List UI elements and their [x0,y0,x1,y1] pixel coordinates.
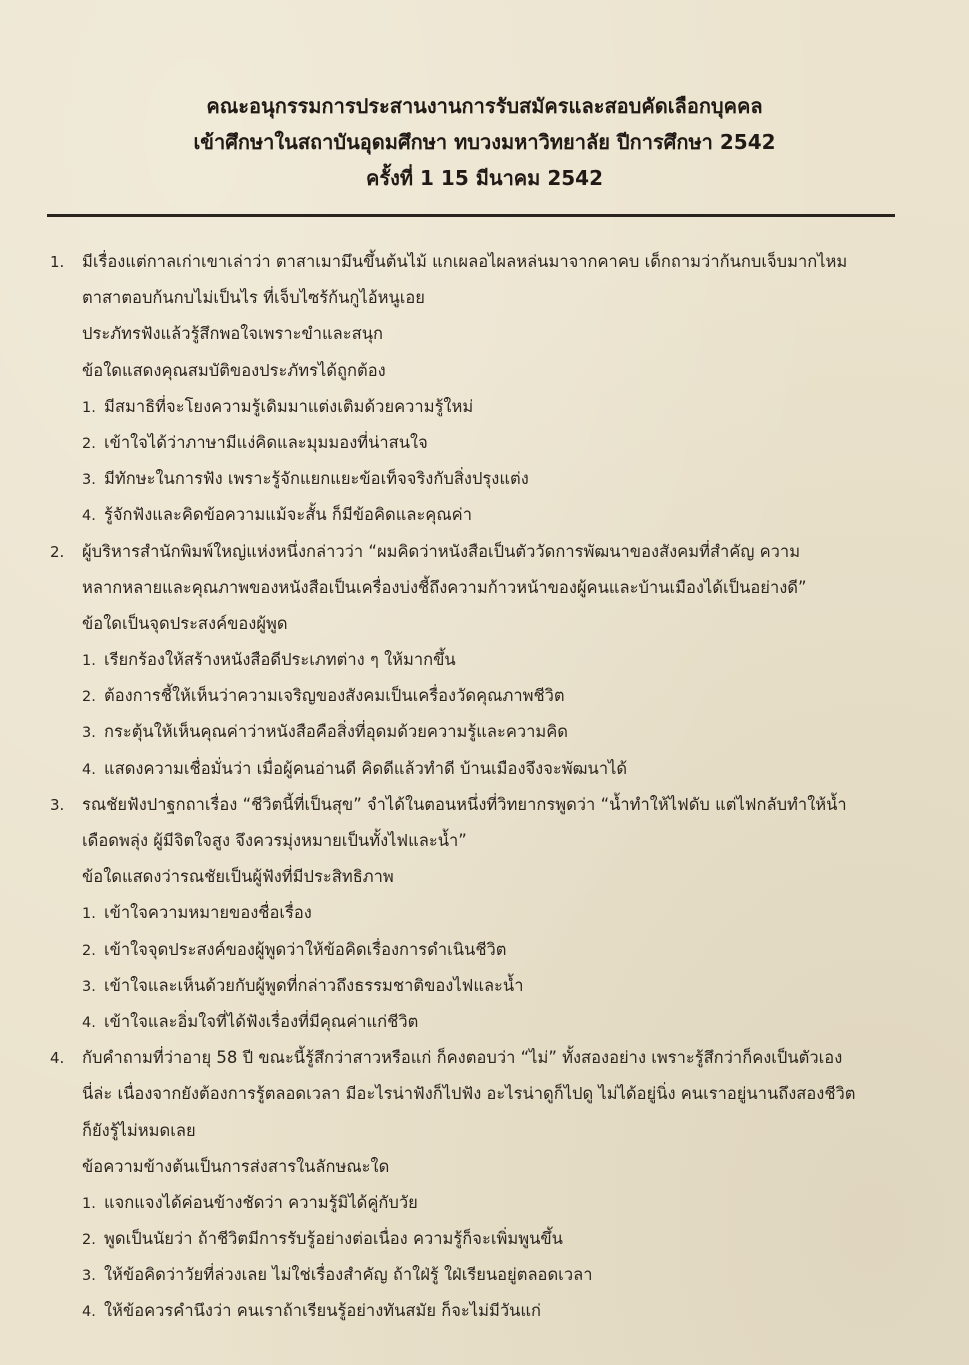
header-date-line: ครั้งที่ 1 15 มีนาคม 2542 [366,166,603,190]
option-text: เข้าใจความหมายของชื่อเรื่อง [104,903,312,923]
question-stem [82,787,910,896]
answer-option [82,425,910,461]
question-text-line: ข้อใดเป็นจุดประสงค์ของผู้พูด [82,613,288,633]
answer-option [82,751,910,787]
option-text: แจกแจงได้ค่อนข้างชัดว่า ความรู้มิได้คู่กับวัย [104,1192,418,1212]
answer-option [82,1185,910,1221]
option-text: เข้าใจได้ว่าภาษามีแง่คิดและมุมมองที่น่าสนใจ [104,432,428,452]
answer-option [82,389,910,425]
option-number: 4. [82,508,96,525]
question-number: 3. [50,795,65,814]
answer-option [82,968,910,1004]
answer-option [82,714,910,750]
option-text: มีสมาธิที่จะโยงความรู้เดิมมาแต่งเติมด้วยความรู้ใหม่ [104,396,474,416]
option-number: 2. [82,942,96,959]
option-text: มีทักษะในการฟัง เพราะรู้จักแยกแยะข้อเท็จจริงกับสิ่งปรุงแต่ง [104,469,529,489]
question-text-line: ข้อใดแสดงว่ารณชัยเป็นผู้ฟังที่มีประสิทธิภาพ [82,867,394,887]
answer-option [82,678,910,714]
question-3 [50,787,910,1040]
question-number: 2. [50,542,65,561]
question-stem [82,1040,910,1185]
option-text: กระตุ้นให้เห็นคุณค่าว่าหนังสือคือสิ่งที่อุดมด้วยความรู้และความคิด [104,722,569,742]
header-title-line-1: คณะอนุกรรมการประสานงานการรับสมัครและสอบคัดเลือกบุคคล [206,94,763,118]
question-stem [82,244,910,389]
option-number: 3. [82,978,96,995]
option-text: ต้องการชี้ให้เห็นว่าความเจริญของสังคมเป็นเครื่องวัดคุณภาพชีวิต [104,686,565,706]
answer-option [82,1004,910,1040]
question-text-line: มีเรื่องแต่กาลเก่าเขาเล่าว่า ตาสาเมามึนขึ้นต้นไม้ แกเผลอไผลหล่นมาจากคาคบ เด็กถามว่าก้นกบเจ็บมากไหม [82,252,848,271]
answer-option [82,932,910,968]
option-text: ให้ข้อคิดว่าวัยที่ล่วงเลย ไม่ใช่เรื่องสำคัญ ถ้าใฝ่รู้ ใฝ่เรียนอยู่ตลอดเวลา [104,1265,593,1285]
question-text-line: ก็ยังรู้ไม่หมดเลย [82,1120,196,1140]
answer-option [82,461,910,497]
option-number: 1. [82,906,96,923]
option-text: เข้าใจจุดประสงค์ของผู้พูดว่าให้ข้อคิดเรื่องการดำเนินชีวิต [104,939,507,959]
question-text-line: กับคำถามที่ว่าอายุ 58 ปี ขณะนี้รู้สึกว่าสาวหรือแก่ ก็คงตอบว่า “ไม่” ทั้งสองอย่าง เพราะรู้สึกว่าก็คงเป็นตัวเอง [82,1048,843,1068]
exam-header [0,88,969,196]
option-number: 3. [82,725,96,742]
option-number: 3. [82,1268,96,1285]
question-text-line: หลากหลายและคุณภาพของหนังสือเป็นเครื่องบ่งชี้ถึงความก้าวหน้าของผู้คนและบ้านเมืองได้เป็นอย่างดี” [82,577,807,597]
question-text-line: ผู้บริหารสำนักพิมพ์ใหญ่แห่งหนึ่งกล่าวว่า “ผมคิดว่าหนังสือเป็นตัววัดการพัฒนาของสังคมที่สำคัญ ความ [82,541,801,561]
question-text-line: ข้อใดแสดงคุณสมบัติของประภัทรได้ถูกต้อง [82,360,386,380]
answer-option [82,895,910,931]
question-1 [50,244,910,534]
answer-option [82,642,910,678]
option-text: เข้าใจและเห็นด้วยกับผู้พูดที่กล่าวถึงธรรมชาติของไฟและน้ำ [104,975,524,995]
option-number: 4. [82,761,96,778]
question-number: 4. [50,1049,65,1068]
question-stem [82,534,910,643]
option-number: 1. [82,653,96,670]
question-text-line: ตาสาตอบก้นกบไม่เป็นไร ที่เจ็บไซร้ก้นกูไอ้หนูเอย [82,288,425,308]
option-number: 1. [82,1195,96,1212]
option-number: 1. [82,399,96,416]
question-text-line: ประภัทรฟังแล้วรู้สึกพอใจเพราะขำและสนุก [82,324,383,344]
option-text: พูดเป็นนัยว่า ถ้าชีวิตมีการรับรู้อย่างต่อเนื่อง ความรู้ก็จะเพิ่มพูนขึ้น [104,1229,563,1249]
option-number: 4. [82,1014,96,1031]
option-text: แสดงความเชื่อมั่นว่า เมื่อผู้คนอ่านดี คิดดีแล้วทำดี บ้านเมืองจึงจะพัฒนาได้ [104,758,628,778]
question-text-line: นี่ล่ะ เนื่องจากยังต้องการรู้ตลอดเวลา มีอะไรน่าฟังก็ไปฟัง อะไรน่าดูก็ไปดู ไม่ได้อยู่นิ่ง คนเราอยู่นานถึงสองชีวิต [82,1084,856,1104]
answer-option [82,1221,910,1257]
answer-option [82,1293,910,1329]
question-text-line: ข้อความข้างต้นเป็นการส่งสารในลักษณะใด [82,1156,390,1176]
question-number: 1. [50,253,65,271]
option-text: รู้จักฟังและคิดข้อความแม้จะสั้น ก็มีข้อคิดและคุณค่า [104,505,472,525]
header-divider [47,214,895,217]
answer-option [82,497,910,533]
question-text-line: รณชัยฟังปาฐกถาเรื่อง “ชีวิตนี้ที่เป็นสุข” จำได้ในตอนหนึ่งที่วิทยากรพูดว่า “น้ำทำให้ไฟดับ แต่ไฟกลับทำให้น้ำ [82,794,847,814]
option-text: ให้ข้อควรคำนึงว่า คนเราถ้าเรียนรู้อย่างทันสมัย ก็จะไม่มีวันแก่ [104,1301,542,1321]
question-text-line: เดือดพลุ่ง ผู้มีจิตใจสูง จึงควรมุ่งหมายเป็นทั้งไฟและน้ำ” [82,831,467,850]
option-number: 2. [82,1232,96,1249]
option-text: เข้าใจและอิ่มใจที่ได้ฟังเรื่องที่มีคุณค่าแก่ชีวิต [104,1011,419,1031]
option-text: เรียกร้องให้สร้างหนังสือดีประเภทต่าง ๆ ให้มากขึ้น [104,650,456,670]
answer-option [82,1257,910,1293]
option-number: 3. [82,472,96,489]
header-title-line-2: เข้าศึกษาในสถาบันอุดมศึกษา ทบวงมหาวิทยาลัย ปีการศึกษา 2542 [193,130,776,154]
option-number: 2. [82,689,96,706]
question-4 [50,1040,910,1330]
question-2 [50,534,910,787]
option-number: 2. [82,435,96,452]
question-list [50,244,910,1330]
option-number: 4. [82,1304,96,1321]
